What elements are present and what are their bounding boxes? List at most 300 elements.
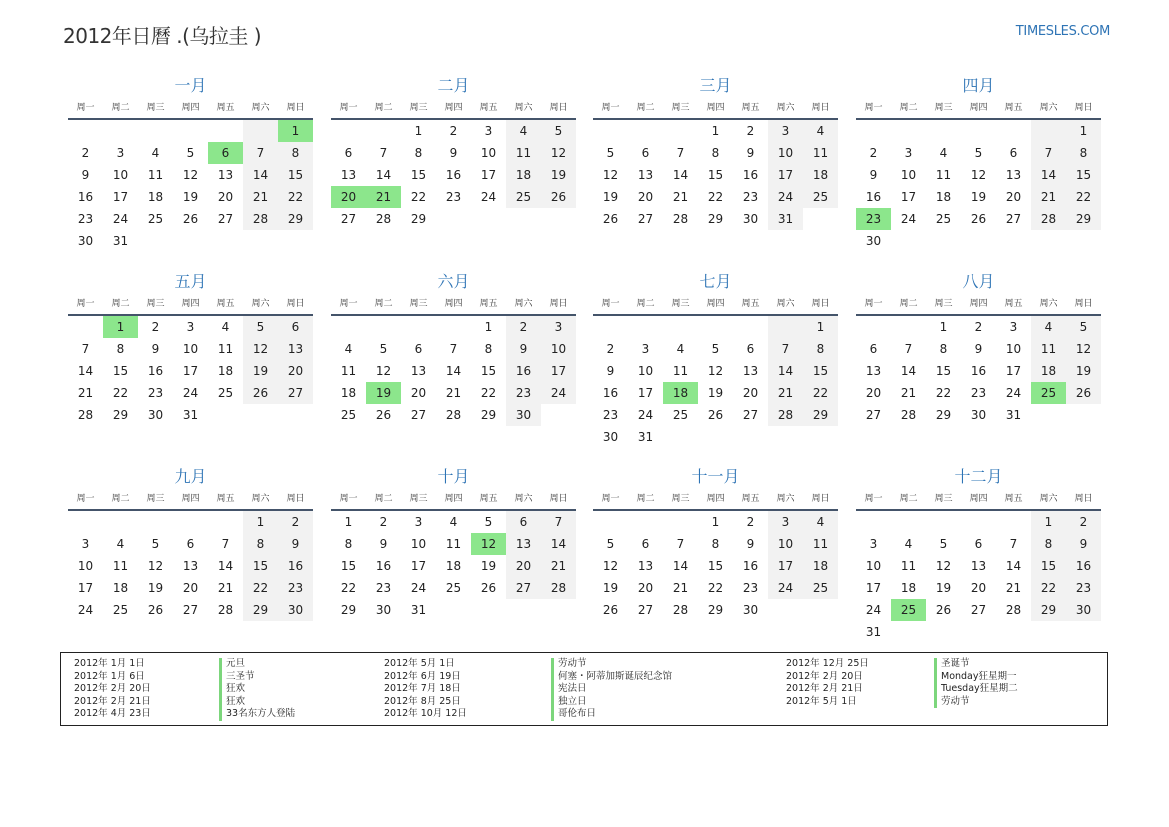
weekday-label: 周五 <box>1004 494 1023 504</box>
weekday-label: 周五 <box>741 103 760 113</box>
day-cell: 4 <box>221 320 230 334</box>
weekday-label: 周二 <box>899 103 918 113</box>
weekday-label: 周二 <box>636 103 655 113</box>
day-cell: 22 <box>410 190 427 204</box>
weekday-label: 周六 <box>251 103 270 113</box>
month-name: 三月 <box>699 76 732 95</box>
day-cell: 9 <box>606 364 615 378</box>
day-cell: 21 <box>243 186 278 208</box>
day-cell: 28 <box>243 208 278 230</box>
weekday-label: 周日 <box>811 299 830 309</box>
weekday-label: 周六 <box>251 299 270 309</box>
weekday-label: 周四 <box>706 103 725 113</box>
day-cell: 17 <box>768 555 803 577</box>
holiday-name: 独立日 <box>551 696 587 709</box>
day-cell: 29 <box>1031 599 1066 621</box>
day-cell: 20 <box>865 386 882 400</box>
weekday-label: 周五 <box>479 103 498 113</box>
day-cell: 5 <box>243 316 278 338</box>
empty-cell <box>103 120 138 142</box>
weekday-label: 周五 <box>216 494 235 504</box>
day-cell: 19 <box>1066 360 1101 382</box>
holiday-name: 元旦 <box>219 658 245 671</box>
day-cell: 4 <box>506 120 541 142</box>
empty-cell <box>961 511 996 533</box>
day-cell: 29 <box>112 408 129 422</box>
day-cell: 5 <box>711 342 720 356</box>
day-grid <box>331 120 576 230</box>
empty-cell <box>593 120 628 142</box>
day-cell: 10 <box>541 338 576 360</box>
day-cell: 24 <box>865 603 882 617</box>
empty-cell <box>68 316 103 338</box>
day-cell: 26 <box>182 212 199 226</box>
day-cell: 9 <box>1066 533 1101 555</box>
empty-cell <box>331 120 366 142</box>
empty-cell <box>961 120 996 142</box>
day-cell: 22 <box>935 386 952 400</box>
weekday-label: 周三 <box>146 103 165 113</box>
day-cell: 4 <box>803 120 838 142</box>
day-cell: 7 <box>904 342 913 356</box>
weekday-label: 周三 <box>671 494 690 504</box>
day-cell: 27 <box>1005 212 1022 226</box>
empty-cell <box>366 316 401 338</box>
day-cell: 21 <box>77 386 94 400</box>
day-cell: 17 <box>541 360 576 382</box>
weekday-label: 周一 <box>864 103 883 113</box>
day-grid <box>593 511 838 621</box>
day-cell: 7 <box>1031 142 1066 164</box>
day-cell: 27 <box>970 603 987 617</box>
day-cell: 30 <box>1066 599 1101 621</box>
day-cell: 22 <box>707 190 724 204</box>
day-cell: 13 <box>637 168 654 182</box>
empty-cell <box>208 511 243 533</box>
day-cell: 3 <box>768 120 803 142</box>
holiday-date: 2012年 7月 18日 <box>384 683 461 695</box>
weekday-label: 周四 <box>444 103 463 113</box>
day-grid <box>68 120 313 252</box>
day-cell: 7 <box>1009 537 1018 551</box>
holiday-date: 2012年 6月 19日 <box>384 670 461 682</box>
day-cell: 11 <box>147 168 164 182</box>
weekday-header <box>856 489 1101 511</box>
empty-cell <box>996 120 1031 142</box>
weekday-label: 周三 <box>409 299 428 309</box>
day-cell: 1 <box>414 124 423 138</box>
weekday-header <box>331 489 576 511</box>
day-cell: 15 <box>112 364 129 378</box>
day-cell: 28 <box>672 212 689 226</box>
day-cell: 19 <box>970 190 987 204</box>
day-cell: 25 <box>340 408 357 422</box>
day-cell: 14 <box>1031 164 1066 186</box>
day-cell: 12 <box>1066 338 1101 360</box>
empty-cell <box>68 120 103 142</box>
day-cell: 18 <box>935 190 952 204</box>
day-cell: 22 <box>707 581 724 595</box>
weekday-label: 周三 <box>146 299 165 309</box>
empty-cell <box>1031 120 1066 142</box>
day-cell: 7 <box>221 537 230 551</box>
day-cell: 2 <box>379 515 388 529</box>
day-cell: 14 <box>77 364 94 378</box>
day-cell: 2 <box>1066 511 1101 533</box>
day-cell: 19 <box>602 190 619 204</box>
day-cell: 7 <box>379 146 388 160</box>
day-cell: 5 <box>484 515 493 529</box>
weekday-label: 周三 <box>671 103 690 113</box>
day-cell: 27 <box>182 603 199 617</box>
day-cell: 16 <box>506 360 541 382</box>
day-cell: 12 <box>541 142 576 164</box>
day-cell: 26 <box>707 408 724 422</box>
month-name: 十月 <box>437 467 470 486</box>
day-cell: 11 <box>217 342 234 356</box>
weekday-label: 周二 <box>111 299 130 309</box>
empty-cell <box>173 120 208 142</box>
day-cell: 1 <box>1066 120 1101 142</box>
day-cell: 5 <box>379 342 388 356</box>
day-cell: 19 <box>935 581 952 595</box>
weekday-label: 周二 <box>111 103 130 113</box>
day-cell: 10 <box>182 342 199 356</box>
day-cell: 26 <box>243 382 278 404</box>
day-cell: 2 <box>974 320 983 334</box>
weekday-label: 周日 <box>1074 299 1093 309</box>
day-cell: 14 <box>243 164 278 186</box>
day-cell: 6 <box>869 342 878 356</box>
day-cell: 23 <box>147 386 164 400</box>
weekday-label: 周一 <box>339 103 358 113</box>
holiday-name: Tuesday狂星期二 <box>934 683 1018 696</box>
day-cell: 16 <box>742 168 759 182</box>
day-cell: 27 <box>340 212 357 226</box>
weekday-label: 周日 <box>811 494 830 504</box>
day-cell: 2 <box>81 146 90 160</box>
day-cell: 20 <box>182 581 199 595</box>
weekday-label: 周六 <box>776 494 795 504</box>
weekday-label: 周三 <box>671 299 690 309</box>
day-cell: 10 <box>637 364 654 378</box>
month-name: 九月 <box>174 467 207 486</box>
weekday-label: 周六 <box>514 494 533 504</box>
day-cell: 6 <box>641 146 650 160</box>
day-cell: 7 <box>243 142 278 164</box>
day-cell: 27 <box>217 212 234 226</box>
day-cell: 3 <box>641 342 650 356</box>
day-cell: 3 <box>1009 320 1018 334</box>
empty-cell <box>628 316 663 338</box>
day-cell: 31 <box>182 408 199 422</box>
day-cell: 12 <box>602 559 619 573</box>
day-cell: 13 <box>1005 168 1022 182</box>
weekday-label: 周四 <box>706 494 725 504</box>
day-cell: 28 <box>541 577 576 599</box>
day-cell: 10 <box>112 168 129 182</box>
day-cell: 28 <box>900 408 917 422</box>
weekday-label: 周一 <box>864 494 883 504</box>
holiday-name: 何塞・阿蒂加斯诞辰纪念馆 <box>551 671 672 684</box>
month-name: 四月 <box>962 76 995 95</box>
day-cell: 7 <box>541 511 576 533</box>
holiday-date: 2012年 5月 1日 <box>786 695 857 707</box>
month-name: 二月 <box>437 76 470 95</box>
day-cell: 24 <box>77 603 94 617</box>
day-cell: 8 <box>344 537 353 551</box>
day-cell: 18 <box>900 581 917 595</box>
day-cell: 14 <box>900 364 917 378</box>
day-cell: 23 <box>742 581 759 595</box>
day-cell: 2 <box>506 316 541 338</box>
day-cell: 1 <box>711 515 720 529</box>
weekday-label: 周五 <box>216 103 235 113</box>
day-cell: 24 <box>900 212 917 226</box>
site-link[interactable]: TIMESLES.COM <box>1015 24 1110 39</box>
weekday-label: 周一 <box>864 299 883 309</box>
empty-cell <box>926 120 961 142</box>
month-name: 十一月 <box>691 467 740 486</box>
day-cell: 29 <box>803 404 838 426</box>
day-cell: 22 <box>243 577 278 599</box>
day-cell: 17 <box>182 364 199 378</box>
day-cell: 9 <box>746 146 755 160</box>
weekday-label: 周四 <box>181 103 200 113</box>
day-cell: 30 <box>77 234 94 248</box>
day-cell: 3 <box>484 124 493 138</box>
day-cell: 1 <box>939 320 948 334</box>
weekday-header <box>68 489 313 511</box>
day-cell: 25 <box>506 186 541 208</box>
day-cell: 22 <box>1031 577 1066 599</box>
empty-cell <box>891 316 926 338</box>
day-cell: 12 <box>182 168 199 182</box>
day-cell: 14 <box>445 364 462 378</box>
weekday-label: 周三 <box>934 494 953 504</box>
day-cell: 27 <box>637 603 654 617</box>
day-cell: 3 <box>904 146 913 160</box>
holiday-date: 2012年 2月 21日 <box>786 683 863 695</box>
day-cell: 29 <box>480 408 497 422</box>
day-cell: 30 <box>375 603 392 617</box>
holiday-list <box>60 652 1108 726</box>
day-cell: 23 <box>278 577 313 599</box>
empty-cell <box>663 511 698 533</box>
month-name: 八月 <box>962 272 995 291</box>
weekday-label: 周六 <box>776 103 795 113</box>
day-cell: 2 <box>278 511 313 533</box>
day-cell: 12 <box>707 364 724 378</box>
weekday-label: 周日 <box>549 103 568 113</box>
empty-cell <box>663 316 698 338</box>
month-block <box>856 74 1101 252</box>
day-cell: 23 <box>77 212 94 226</box>
day-cell: 31 <box>1005 408 1022 422</box>
day-cell: 11 <box>445 537 462 551</box>
weekday-header <box>331 98 576 120</box>
empty-cell <box>173 511 208 533</box>
month-block <box>593 270 838 448</box>
weekday-label: 周三 <box>409 103 428 113</box>
day-grid <box>331 511 576 621</box>
day-cell: 3 <box>541 316 576 338</box>
day-cell: 29 <box>935 408 952 422</box>
day-cell: 30 <box>742 212 759 226</box>
day-cell: 23 <box>375 581 392 595</box>
day-cell: 12 <box>935 559 952 573</box>
day-cell: 6 <box>746 342 755 356</box>
holiday-day-cell: 12 <box>471 533 506 555</box>
day-cell: 11 <box>803 142 838 164</box>
day-cell: 11 <box>803 533 838 555</box>
day-cell: 14 <box>1005 559 1022 573</box>
day-cell: 18 <box>340 386 357 400</box>
day-cell: 28 <box>217 603 234 617</box>
day-cell: 4 <box>939 146 948 160</box>
day-cell: 24 <box>1005 386 1022 400</box>
day-cell: 28 <box>375 212 392 226</box>
weekday-label: 周五 <box>1004 103 1023 113</box>
weekday-label: 周四 <box>969 494 988 504</box>
day-cell: 1 <box>484 320 493 334</box>
day-grid <box>856 511 1101 643</box>
day-cell: 23 <box>602 408 619 422</box>
empty-cell <box>436 316 471 338</box>
day-cell: 26 <box>602 212 619 226</box>
day-cell: 30 <box>865 234 882 248</box>
weekday-header <box>856 98 1101 120</box>
day-cell: 15 <box>935 364 952 378</box>
holiday-name: 劳动节 <box>934 696 970 709</box>
day-cell: 30 <box>970 408 987 422</box>
holiday-day-cell: 23 <box>856 208 891 230</box>
day-cell: 25 <box>935 212 952 226</box>
month-block <box>68 465 313 621</box>
day-cell: 6 <box>1009 146 1018 160</box>
day-cell: 29 <box>278 208 313 230</box>
day-cell: 8 <box>243 533 278 555</box>
day-cell: 25 <box>803 186 838 208</box>
weekday-label: 周六 <box>1039 494 1058 504</box>
day-cell: 17 <box>865 581 882 595</box>
day-cell: 17 <box>480 168 497 182</box>
day-grid <box>856 316 1101 426</box>
day-cell: 16 <box>375 559 392 573</box>
weekday-label: 周一 <box>76 103 95 113</box>
empty-cell <box>733 316 768 338</box>
day-cell: 5 <box>186 146 195 160</box>
day-cell: 8 <box>484 342 493 356</box>
day-cell: 25 <box>672 408 689 422</box>
holiday-name: Monday狂星期一 <box>934 671 1017 684</box>
day-cell: 7 <box>676 146 685 160</box>
day-cell: 17 <box>77 581 94 595</box>
month-name: 一月 <box>174 76 207 95</box>
day-cell: 17 <box>410 559 427 573</box>
day-cell: 29 <box>340 603 357 617</box>
day-cell: 8 <box>803 338 838 360</box>
weekday-label: 周二 <box>636 494 655 504</box>
day-cell: 29 <box>1066 208 1101 230</box>
day-cell: 23 <box>445 190 462 204</box>
day-cell: 1 <box>711 124 720 138</box>
day-cell: 22 <box>803 382 838 404</box>
day-cell: 17 <box>900 190 917 204</box>
day-cell: 18 <box>803 555 838 577</box>
holiday-day-cell: 1 <box>103 316 138 338</box>
day-cell: 20 <box>742 386 759 400</box>
weekday-label: 周一 <box>339 494 358 504</box>
day-cell: 10 <box>865 559 882 573</box>
weekday-label: 周二 <box>111 494 130 504</box>
day-cell: 13 <box>970 559 987 573</box>
day-cell: 8 <box>939 342 948 356</box>
holiday-date: 2012年 1月 6日 <box>74 670 145 682</box>
day-cell: 18 <box>217 364 234 378</box>
weekday-label: 周四 <box>181 299 200 309</box>
day-cell: 25 <box>217 386 234 400</box>
month-block <box>593 74 838 230</box>
holiday-name: 三圣节 <box>219 671 255 684</box>
day-cell: 13 <box>742 364 759 378</box>
day-cell: 6 <box>414 342 423 356</box>
day-cell: 3 <box>81 537 90 551</box>
empty-cell <box>331 316 366 338</box>
day-cell: 14 <box>672 168 689 182</box>
day-cell: 4 <box>344 342 353 356</box>
day-cell: 19 <box>707 386 724 400</box>
day-cell: 15 <box>803 360 838 382</box>
weekday-label: 周五 <box>479 299 498 309</box>
day-cell: 8 <box>1031 533 1066 555</box>
holiday-name: 狂欢 <box>219 696 245 709</box>
day-cell: 5 <box>606 146 615 160</box>
day-cell: 15 <box>1031 555 1066 577</box>
weekday-label: 周三 <box>146 494 165 504</box>
month-name: 十二月 <box>954 467 1003 486</box>
day-cell: 2 <box>746 515 755 529</box>
day-cell: 13 <box>182 559 199 573</box>
empty-cell <box>68 511 103 533</box>
day-cell: 29 <box>243 599 278 621</box>
day-cell: 6 <box>974 537 983 551</box>
day-cell: 20 <box>970 581 987 595</box>
empty-cell <box>103 511 138 533</box>
day-cell: 21 <box>1031 186 1066 208</box>
weekday-label: 周五 <box>1004 299 1023 309</box>
day-cell: 17 <box>637 386 654 400</box>
day-cell: 11 <box>900 559 917 573</box>
day-cell: 16 <box>445 168 462 182</box>
empty-cell <box>926 511 961 533</box>
day-cell: 12 <box>243 338 278 360</box>
day-cell: 27 <box>865 408 882 422</box>
day-cell: 4 <box>1031 316 1066 338</box>
day-cell: 7 <box>449 342 458 356</box>
day-cell: 10 <box>410 537 427 551</box>
day-cell: 16 <box>278 555 313 577</box>
empty-cell <box>856 316 891 338</box>
day-cell: 8 <box>711 146 720 160</box>
weekday-label: 周日 <box>1074 103 1093 113</box>
day-cell: 23 <box>970 386 987 400</box>
day-grid <box>68 511 313 621</box>
day-cell: 7 <box>768 338 803 360</box>
day-cell: 11 <box>112 559 129 573</box>
weekday-label: 周一 <box>601 299 620 309</box>
day-cell: 30 <box>506 404 541 426</box>
